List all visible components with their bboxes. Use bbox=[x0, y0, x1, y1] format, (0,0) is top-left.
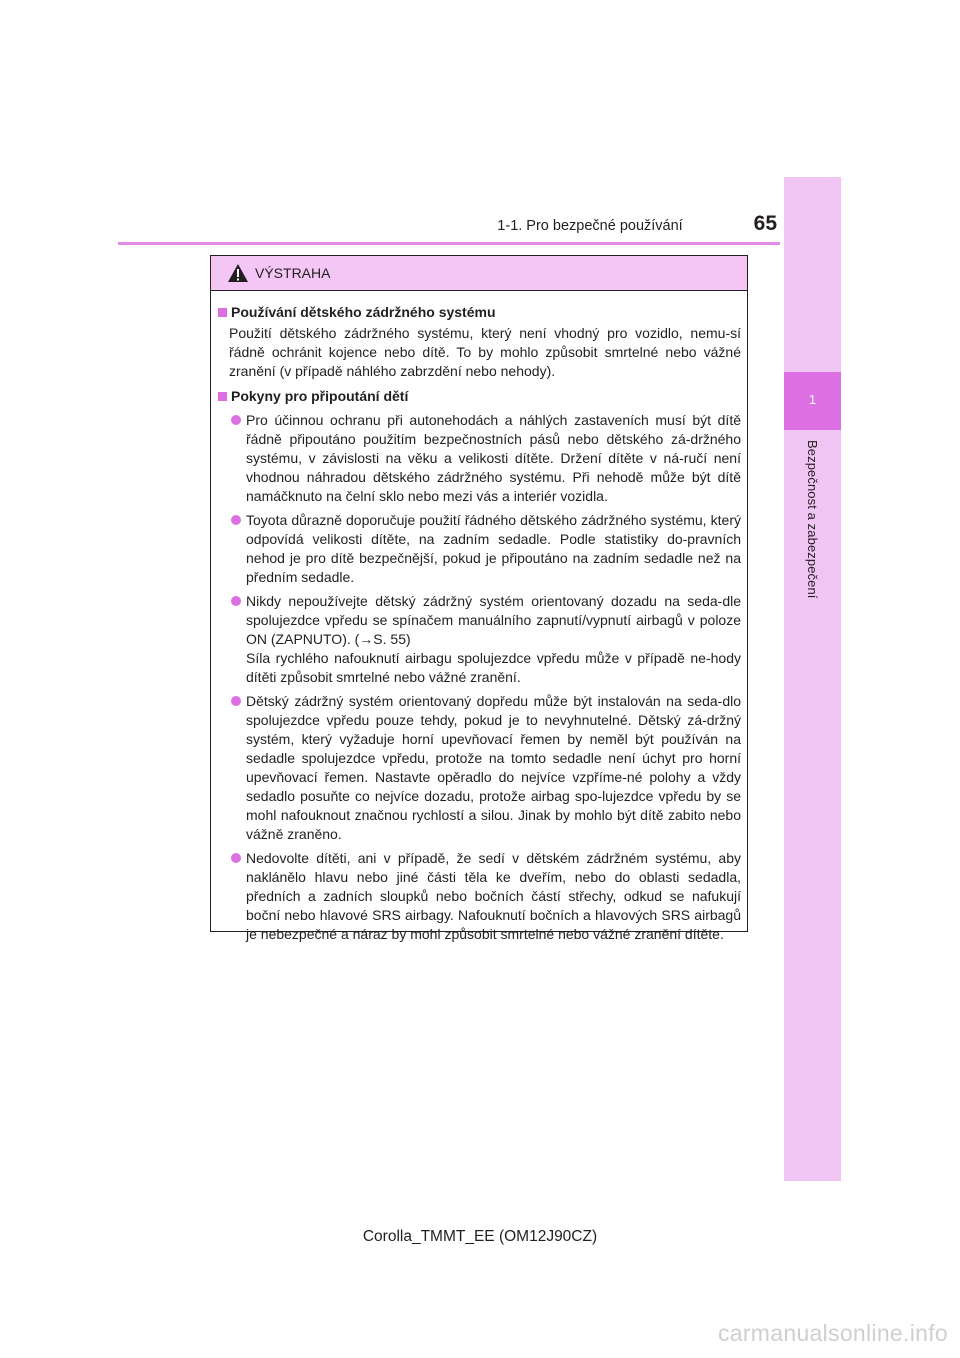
list-item-continuation: Síla rychlého nafouknutí airbagu spolujezdce vpředu může v případě ne-hody dítěti způsobit smrtelné nebo vážné zranění. bbox=[246, 650, 741, 685]
list-item-text: Dětský zádržný systém orientovaný dopředu může být instalován na seda-dlo spolujezdce vpředu pouze tehdy, pokud je to nevyhnutelné. Dětský zá-držný systém, který vyžaduje horní upevňovací řemen by neměl být používán na sedadle spolujezdce vpředu, protože na tomto sedadle není úchyt pro horní upevňovací řemen. Nastavte opěradlo do nejvíce vzpříme-né polohy a vždy sedadlo posuňte co nejvíce dozadu, protože airbag spo-lujezdce vpředu by se mohl nafouknout značnou rychlostí a silou. Jinak by mohlo být dítě zabito nebo vážně zraněno. bbox=[246, 693, 741, 842]
warning-box bbox=[210, 255, 748, 942]
list-item bbox=[229, 511, 741, 587]
list-item bbox=[229, 849, 741, 944]
section-heading-text: Pokyny pro připoutání dětí bbox=[231, 388, 409, 404]
section-paragraph: Použití dětského zádržného systému, který není vhodný pro vozidlo, nemu-sí řádně ochránit kojence nebo dítě. To by mohlo způsobit smrtelné nebo vážné zranění (v případě náhlého zabrzdění nebo nehody). bbox=[229, 325, 741, 379]
section-heading-child-fastening bbox=[218, 387, 741, 406]
square-bullet-icon bbox=[218, 392, 227, 401]
list-item-text-block bbox=[246, 592, 741, 687]
list-item bbox=[229, 592, 741, 687]
round-bullet-icon bbox=[231, 515, 241, 525]
list-item-text: Nedovolte dítěti, ani v případě, že sedí v dětském zádržném systému, aby naklánělo hlavu nebo jiné části těla ke dveřím, nebo do oblasti sedadla, předních a zadních sloupků nebo bočních částí střechy, odkud se nafukují boční nebo hlavové SRS airbagy. Nafouknutí bočních a hlavových SRS airbagů je nebezpečné a náraz by mohl způsobit smrtelné nebo vážné zranění dítěte. bbox=[246, 850, 741, 942]
list-item-text: Nikdy nepoužívejte dětský zádržný systém orientovaný dozadu na seda-dle spolujezdce vpředu se spínačem manuálního zapnutí/vypnutí airbagů v poloze ON (ZAPNUTO). (→S. 55) bbox=[246, 593, 741, 647]
page-number: 65 bbox=[753, 212, 777, 235]
header-rule bbox=[118, 242, 780, 245]
warning-body bbox=[211, 291, 747, 944]
chapter-number: 1 bbox=[808, 392, 817, 407]
document-code: Corolla_TMMT_EE (OM12J90CZ) bbox=[362, 1228, 598, 1245]
warning-triangle-icon bbox=[227, 263, 249, 283]
list-item-text: Pro účinnou ochranu při autonehodách a náhlých zastaveních musí být dítě řádně připoutáno použitím bezpečnostních pásů nebo dětského zá-držného systému, v závislosti na věku a velikosti dítěte. Držení dítěte v ná-ručí není vhodnou náhradou dětského zádržného systému. Při nehodě může být dítě namáčknuto na čelní sklo nebo mezi vás a interiér vozidla. bbox=[246, 412, 741, 504]
chapter-label: Bezpečnost a zabezpečení bbox=[805, 440, 820, 599]
chapter-label-container bbox=[784, 440, 841, 640]
round-bullet-icon bbox=[231, 596, 241, 606]
square-bullet-icon bbox=[218, 308, 227, 317]
section-heading-child-restraint-use bbox=[218, 303, 741, 322]
watermark: carmanualsonline.info bbox=[717, 1320, 948, 1346]
list-item-text: Toyota důrazně doporučuje použití řádného dětského zádržného systému, který odpovídá velikosti dítěte, na zadním sedadle. Podle statistiky do-pravních nehod je pro dítě bezpečnější, pokud je připoutáno na zadním sedadle než na předním sedadle. bbox=[246, 512, 741, 585]
round-bullet-icon bbox=[231, 853, 241, 863]
list-item bbox=[229, 411, 741, 506]
section-title: 1-1. Pro bezpečné používání bbox=[497, 218, 683, 234]
round-bullet-icon bbox=[231, 696, 241, 706]
warning-header bbox=[211, 256, 747, 291]
chapter-side-tab bbox=[784, 177, 841, 1181]
section-heading-text: Používání dětského zádržného systému bbox=[231, 304, 496, 320]
warning-label: VÝSTRAHA bbox=[255, 265, 331, 281]
round-bullet-icon bbox=[231, 415, 241, 425]
list-item bbox=[229, 692, 741, 844]
